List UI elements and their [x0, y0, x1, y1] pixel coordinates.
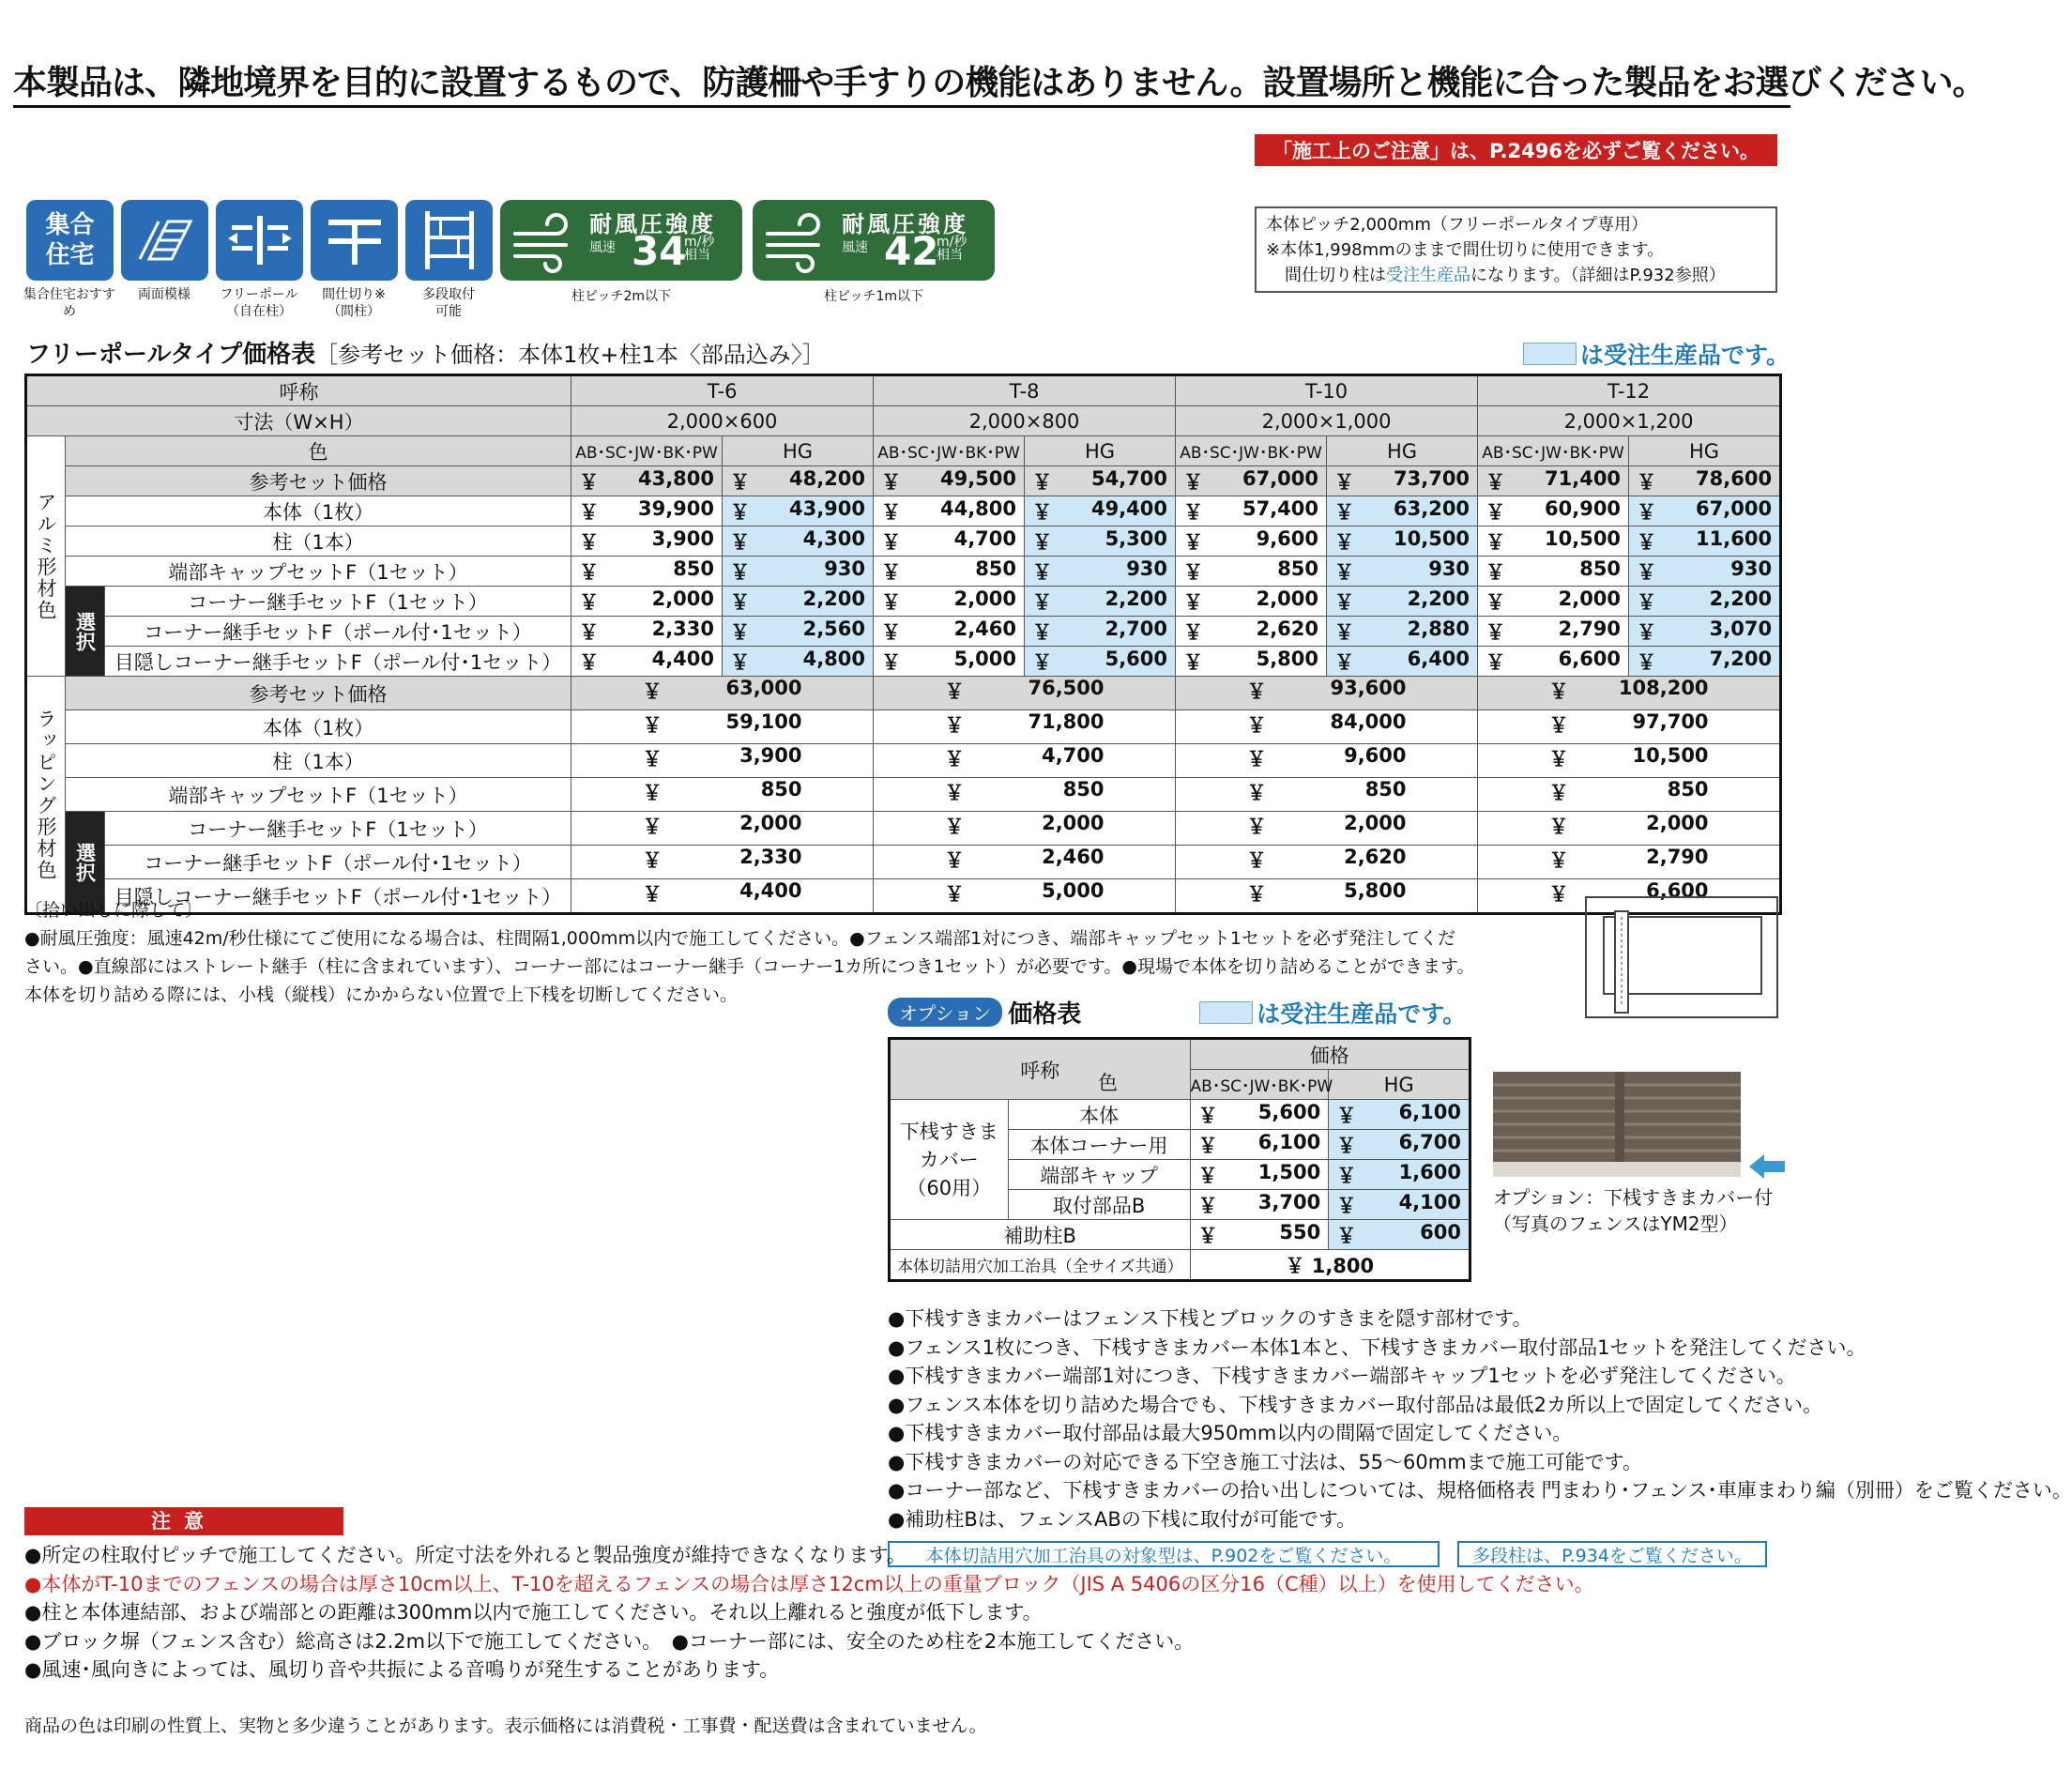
caution-line-red: ●本体がT-10までのフェンスの場合は厚さ10cm以上、T-10を超えるフェンスの場合は厚さ12cm以上の重量ブロック（JIS A 5406の区分16（C種）以上）を使用してください。	[24, 1572, 1594, 1595]
price-cell: ￥ 10,500	[1327, 526, 1478, 557]
price-cell: ￥ 59,100	[571, 710, 874, 744]
apartment-caption: 集合住宅おすすめ	[23, 287, 116, 319]
price-cell: ￥ 71,800	[874, 710, 1176, 744]
multi-stage-icon	[405, 200, 493, 281]
table-row	[26, 812, 1781, 846]
price-cell: ￥ 3,070	[1629, 617, 1781, 647]
price-cell: ￥ 4,300	[723, 526, 874, 557]
price-cell: ￥ 10,500	[1478, 526, 1629, 557]
row-label: コーナー継手セットF（ポール付･1セット）	[105, 846, 571, 879]
table-row	[26, 778, 1781, 812]
color-a: AB･SC･JW･BK･PW	[1478, 436, 1629, 466]
section-label: ラッピング形材色	[26, 677, 66, 914]
price-cell: ￥ 49,400	[1025, 496, 1176, 526]
option-note: ●下桟すきまカバー取付部品は最大950mm以内の間隔で固定してください。	[888, 1422, 1573, 1444]
price-cell: ￥ 2,560	[723, 617, 874, 647]
price-cell: ￥ 850	[874, 778, 1176, 812]
wind-icon	[510, 215, 585, 267]
double-sided-caption: 両面模様	[138, 287, 190, 302]
option-title: オプション 価格表 は受注生産品です。	[888, 995, 1466, 1030]
table-row	[26, 466, 1781, 496]
main-table-title: フリーポールタイプ価格表［参考セット価格：本体1枚+柱1本〈部品込み〉］	[26, 341, 825, 369]
select-label: 選択	[66, 812, 105, 914]
price-cell: ￥ 4,700	[874, 744, 1176, 778]
price-cell: ￥ 2,460	[874, 846, 1176, 879]
row-label: 端部キャップセットF（1セット）	[66, 778, 571, 812]
caution-line: ●ブロック塀（フェンス含む）総高さは2.2m以下で施工してください。 ●コーナー部には、安全のため柱を2本施工してください。	[24, 1629, 1195, 1653]
table-row	[890, 1250, 1470, 1281]
price-cell: ￥ 63,000	[571, 677, 874, 710]
option-notes	[888, 1304, 2072, 1533]
wind-34-badge: 耐風圧強度 風速 34 m/秒 相当	[500, 200, 742, 281]
color-a: AB･SC･JW･BK･PW	[874, 436, 1025, 466]
price-cell: ￥ 2,000	[1176, 812, 1478, 846]
price-cell: ￥ 43,900	[723, 496, 874, 526]
table-row	[26, 617, 1781, 647]
header-divider	[13, 105, 1790, 108]
price-cell: ￥ 6,100	[1329, 1100, 1470, 1130]
select-label: 選択	[66, 587, 105, 677]
price-cell: ￥ 2,700	[1025, 617, 1176, 647]
apartment-icon: 集合 住宅	[26, 200, 114, 281]
price-cell: ￥ 6,600	[1478, 647, 1629, 677]
pickup-notes	[24, 896, 1563, 1009]
price-cell: ￥ 850	[1478, 557, 1629, 587]
option-color-label: 色	[1098, 1072, 1118, 1094]
price-cell: ￥ 2,200	[723, 587, 874, 617]
model-header: T-12	[1478, 375, 1781, 406]
price-cell: ￥ 4,400	[571, 879, 874, 914]
fence-diagram	[1585, 896, 1778, 1018]
price-cell: ￥ 850	[571, 557, 723, 587]
price-cell: ￥ 2,790	[1478, 846, 1781, 879]
price-cell: ￥ 49,500	[874, 466, 1025, 496]
price-cell: ￥ 5,000	[874, 647, 1025, 677]
row-label: 参考セット価格	[66, 677, 571, 710]
table-row	[26, 587, 1781, 617]
price-cell: ￥ 9,600	[1176, 526, 1327, 557]
price-cell: ￥ 44,800	[874, 496, 1025, 526]
price-cell: ￥ 5,600	[1025, 647, 1176, 677]
fence-photo	[1493, 1072, 1741, 1177]
price-cell: ￥ 97,700	[1478, 710, 1781, 744]
pitch-note-line3: 間仕切り柱は受注生産品になります。（詳細はP.932参照）	[1285, 266, 1726, 285]
price-cell: ￥ 71,400	[1478, 466, 1629, 496]
option-note: ●下桟すきまカバー端部1対につき、下桟すきまカバー端部キャップ1セットを必ず発注してください。	[888, 1365, 1796, 1387]
color-row	[26, 436, 1781, 466]
wind-42-badge: 耐風圧強度 風速 42 m/秒 相当	[753, 200, 995, 281]
price-cell: ￥ 11,600	[1629, 526, 1781, 557]
price-cell: ￥ 2,000	[571, 812, 874, 846]
price-cell: ￥ 2,000	[571, 587, 723, 617]
row-label: 取付部品B	[1008, 1190, 1190, 1220]
row-label: 目隠しコーナー継手セットF（ポール付･1セット）	[105, 879, 571, 914]
price-cell: ￥ 2,330	[571, 846, 874, 879]
option-note: ●下桟すきまカバーの対応できる下空き施工寸法は、55〜60mmまで施工可能です。	[888, 1450, 1642, 1473]
photo-caption: オプション：下桟すきまカバー付 （写真のフェンスはYM2型）	[1493, 1186, 1774, 1235]
caution-line: ●所定の柱取付ピッチで施工してください。所定寸法を外れると製品強度が維持できなくなります。	[24, 1544, 906, 1566]
free-pole-caption: フリーポール （自在柱）	[220, 287, 298, 319]
model-row: 呼称 T-6 T-8 T-10 T-12	[26, 375, 1781, 406]
table-row	[26, 496, 1781, 526]
price-cell: ￥ 6,100	[1190, 1130, 1329, 1160]
table-row	[890, 1100, 1470, 1130]
price-cell: ￥ 63,200	[1327, 496, 1478, 526]
group-label: 下桟すきま カバー （60用）	[890, 1100, 1009, 1220]
price-cell: ￥ 1,500	[1190, 1160, 1329, 1190]
pitch-note-line2: ※本体1,998mmのままで間仕切りに使用できます。	[1266, 240, 1665, 260]
arrow-left-icon	[1749, 1152, 1787, 1184]
row-label: 柱（1本）	[66, 526, 571, 557]
price-cell: ￥ 67,000	[1176, 466, 1327, 496]
price-cell: ￥ 930	[1327, 557, 1478, 587]
size-cell: 2,000×1,000	[1176, 406, 1478, 436]
disclaimer-heading: 本製品は、隣地境界を目的に設置するもので、防護柵や手すりの機能はありません。設置場所と機能に合った製品をお選びください。	[13, 64, 1986, 102]
color-b: HG	[1025, 436, 1176, 466]
row-label: 補助柱B	[890, 1220, 1191, 1250]
price-cell: ￥ 930	[1629, 557, 1781, 587]
table-row	[26, 557, 1781, 587]
price-cell: ￥ 2,000	[874, 587, 1025, 617]
partition-caption: 間仕切り※ （間柱）	[322, 287, 386, 319]
price-cell: ￥ 2,200	[1327, 587, 1478, 617]
price-cell: ￥ 2,620	[1176, 846, 1478, 879]
color-b: HG	[1327, 436, 1478, 466]
price-cell: ￥ 2,200	[1629, 587, 1781, 617]
pickup-heading: 〔拾い出しに際して〕	[24, 900, 204, 921]
option-pill: オプション	[888, 998, 1002, 1027]
row-label: 本体（1枚）	[66, 710, 571, 744]
color-b: HG	[1629, 436, 1781, 466]
table-row	[26, 677, 1781, 710]
price-cell: ￥ 4,800	[723, 647, 874, 677]
row-label: 端部キャップセットF（1セット）	[66, 557, 571, 587]
price-cell: ￥ 850	[571, 778, 874, 812]
price-cell: ￥ 3,700	[1190, 1190, 1329, 1220]
footer-note: 商品の色は印刷の性質上、実物と多少違うことがあります。表示価格には消費税・工事費・配送費は含まれていません。	[24, 1716, 987, 1736]
row-label: コーナー継手セットF（1セット）	[105, 587, 571, 617]
price-cell: ￥ 5,800	[1176, 647, 1327, 677]
price-cell: ￥ 4,100	[1329, 1190, 1470, 1220]
free-pole-icon	[216, 200, 303, 281]
table-row	[26, 647, 1781, 677]
notice-red-banner: 「施工上のご注意」は、P.2496を必ずご覧ください。	[1255, 134, 1777, 166]
price-cell: ￥ 43,800	[571, 466, 723, 496]
price-cell: ￥ 1,800	[1190, 1250, 1470, 1281]
price-cell: ￥ 2,000	[1176, 587, 1327, 617]
option-note: ●フェンス1枚につき、下桟すきまカバー本体1本と、下桟すきまカバー取付部品1セットを発注してください。	[888, 1335, 1866, 1359]
row-label: コーナー継手セットF（1セット）	[105, 812, 571, 846]
price-cell: ￥ 2,790	[1478, 617, 1629, 647]
price-cell: ￥ 850	[1478, 778, 1781, 812]
pitch-note-line1: 本体ピッチ2,000mm（フリーポールタイプ専用）	[1266, 215, 1649, 235]
price-cell: ￥ 5,300	[1025, 526, 1176, 557]
row-label: コーナー継手セットF（ポール付･1セット）	[105, 617, 571, 647]
caution-line: ●風速･風向きによっては、風切り音や共振による音鳴りが発生することがあります。	[24, 1658, 780, 1681]
price-cell: ￥ 9,600	[1176, 744, 1478, 778]
color-a: AB･SC･JW･BK･PW	[571, 436, 723, 466]
color-a: AB･SC･JW･BK･PW	[1176, 436, 1327, 466]
wind-42-caption: 柱ピッチ1m以下	[824, 289, 923, 304]
option-note: ●下桟すきまカバーはフェンス下桟とブロックのすきまを隠す部材です。	[888, 1307, 1532, 1330]
pickup-line: さい。●直線部にはストレート継手（柱に含まれています）、コーナー部にはコーナー継手（コーナー1カ所につき1セット）が必要です。●現場で本体を切り詰めることができます。	[24, 956, 1475, 977]
option-legend: は受注生産品です。	[1199, 996, 1466, 1030]
model-header: T-6	[571, 375, 874, 406]
price-cell: ￥ 57,400	[1176, 496, 1327, 526]
jig-reference: 本体切詰用穴加工治具の対象型は、P.902をご覧ください。	[888, 1541, 1440, 1567]
caution-notes	[24, 1541, 1789, 1685]
row-label: 柱（1本）	[66, 744, 571, 778]
price-cell: ￥ 39,900	[571, 496, 723, 526]
price-cell: ￥ 6,400	[1327, 647, 1478, 677]
price-cell: ￥ 67,000	[1629, 496, 1781, 526]
price-cell: ￥ 2,000	[874, 812, 1176, 846]
option-note: ●補助柱Bは、フェンスABの下桟に取付が可能です。	[888, 1507, 1357, 1531]
size-cell: 2,000×800	[874, 406, 1176, 436]
size-cell: 2,000×1,200	[1478, 406, 1781, 436]
price-cell: ￥ 4,700	[874, 526, 1025, 557]
price-cell: ￥ 60,900	[1478, 496, 1629, 526]
price-cell: ￥ 2,000	[1478, 587, 1629, 617]
row-label: 端部キャップ	[1008, 1160, 1190, 1190]
caution-bar: 注意	[24, 1507, 343, 1535]
price-cell: ￥ 2,330	[571, 617, 723, 647]
row-label: 参考セット価格	[66, 466, 571, 496]
partition-icon	[311, 200, 398, 281]
price-cell: ￥ 7,200	[1629, 647, 1781, 677]
made-to-order-legend: は受注生産品です。	[1523, 337, 1790, 371]
price-cell: ￥ 850	[1176, 778, 1478, 812]
section-label: アルミ形材色	[26, 436, 66, 677]
price-cell: ￥ 2,460	[874, 617, 1025, 647]
model-header: T-10	[1176, 375, 1478, 406]
price-cell: ￥ 78,600	[1629, 466, 1781, 496]
size-cell: 2,000×600	[571, 406, 874, 436]
price-cell: ￥ 930	[1025, 557, 1176, 587]
price-cell: ￥ 2,000	[1478, 812, 1781, 846]
multi-stage-caption: 多段取付 可能	[422, 287, 475, 319]
price-cell: ￥ 10,500	[1478, 744, 1781, 778]
price-table	[24, 374, 1782, 915]
price-cell: ￥ 600	[1329, 1220, 1470, 1250]
pickup-line: ●耐風圧強度：風速42m/秒仕様にてご使用になる場合は、柱間隔1,000mm以内で施工してください。●フェンス端部1対につき、端部キャップセット1セットを必ず発注してくだ	[24, 928, 1455, 949]
price-cell: ￥ 6,700	[1329, 1130, 1470, 1160]
price-cell: ￥ 850	[1176, 557, 1327, 587]
option-note: ●フェンス本体を切り詰めた場合でも、下桟すきまカバー取付部品は最低2カ所以上で固定してください。	[888, 1393, 1823, 1416]
row-label: 本体	[1008, 1100, 1190, 1130]
price-cell: ￥ 93,600	[1176, 677, 1478, 710]
price-cell: ￥ 76,500	[874, 677, 1176, 710]
pitch-note-box	[1255, 206, 1777, 293]
row-label: 本体（1枚）	[66, 496, 571, 526]
price-cell: ￥ 6,600	[1478, 879, 1781, 914]
price-cell: ￥ 54,700	[1025, 466, 1176, 496]
price-cell: ￥ 930	[723, 557, 874, 587]
row-label: 本体切詰用穴加工治具（全サイズ共通）	[890, 1250, 1191, 1281]
table-row	[26, 744, 1781, 778]
price-cell: ￥ 108,200	[1478, 677, 1781, 710]
option-note: ●コーナー部など、下桟すきまカバーの拾い出しについては、規格価格表 門まわり･フェンス･車庫まわり編（別冊）をご覧ください。	[888, 1479, 2072, 1502]
price-cell: ￥ 4,400	[571, 647, 723, 677]
price-cell: ￥ 3,900	[571, 526, 723, 557]
color-label: 色	[66, 436, 571, 466]
pickup-line: 本体を切り詰める際には、小桟（縦桟）にかからない位置で上下桟を切断してください。	[24, 984, 739, 1005]
price-cell: ￥ 3,900	[571, 744, 874, 778]
wind-34-caption: 柱ピッチ2m以下	[571, 289, 671, 304]
price-cell: ￥ 850	[874, 557, 1025, 587]
price-cell: ￥ 73,700	[1327, 466, 1478, 496]
row-label: 本体コーナー用	[1008, 1130, 1190, 1160]
price-cell: ￥ 5,800	[1176, 879, 1478, 914]
price-cell: ￥ 2,200	[1025, 587, 1176, 617]
price-cell: ￥ 2,620	[1176, 617, 1327, 647]
price-cell: ￥ 550	[1190, 1220, 1329, 1250]
multi-pole-reference: 多段柱は、P.934をご覧ください。	[1457, 1541, 1767, 1567]
wind-icon	[762, 215, 837, 267]
model-header: T-8	[874, 375, 1176, 406]
price-cell: ￥ 2,880	[1327, 617, 1478, 647]
table-row	[26, 710, 1781, 744]
price-cell: ￥ 5,000	[874, 879, 1176, 914]
price-cell: ￥ 48,200	[723, 466, 874, 496]
row-label: 目隠しコーナー継手セットF（ポール付･1セット）	[105, 647, 571, 677]
price-cell: ￥ 84,000	[1176, 710, 1478, 744]
option-price-table: 呼称 価格 AB･SC･JW･BK･PW HG 下桟すきま カバー （60用） 本体 ￥ 5,600 ￥ 6,100 本体コーナー用 ￥ 6,100 ￥ 6,700 端部キャップ ￥ 1,500 ￥ 1,600 取付部品B ￥ 3,700 ￥ 4,100 補助柱B ￥ 550 ￥ 600 本体切詰用穴加工治具（全サイズ共通） ￥ 1,800	[888, 1037, 1471, 1282]
table-row	[26, 526, 1781, 557]
double-sided-icon	[121, 200, 208, 281]
table-row	[26, 846, 1781, 879]
table-row	[890, 1220, 1470, 1250]
color-b: HG	[723, 436, 874, 466]
price-cell: ￥ 1,600	[1329, 1160, 1470, 1190]
price-cell: ￥ 5,600	[1190, 1100, 1329, 1130]
caution-line: ●柱と本体連結部、および端部との距離は300mm以内で施工してください。それ以上離れると強度が低下します。	[24, 1601, 1043, 1624]
size-row: 寸法（W×H） 2,000×600 2,000×800 2,000×1,000 2,000×1,200	[26, 406, 1781, 436]
